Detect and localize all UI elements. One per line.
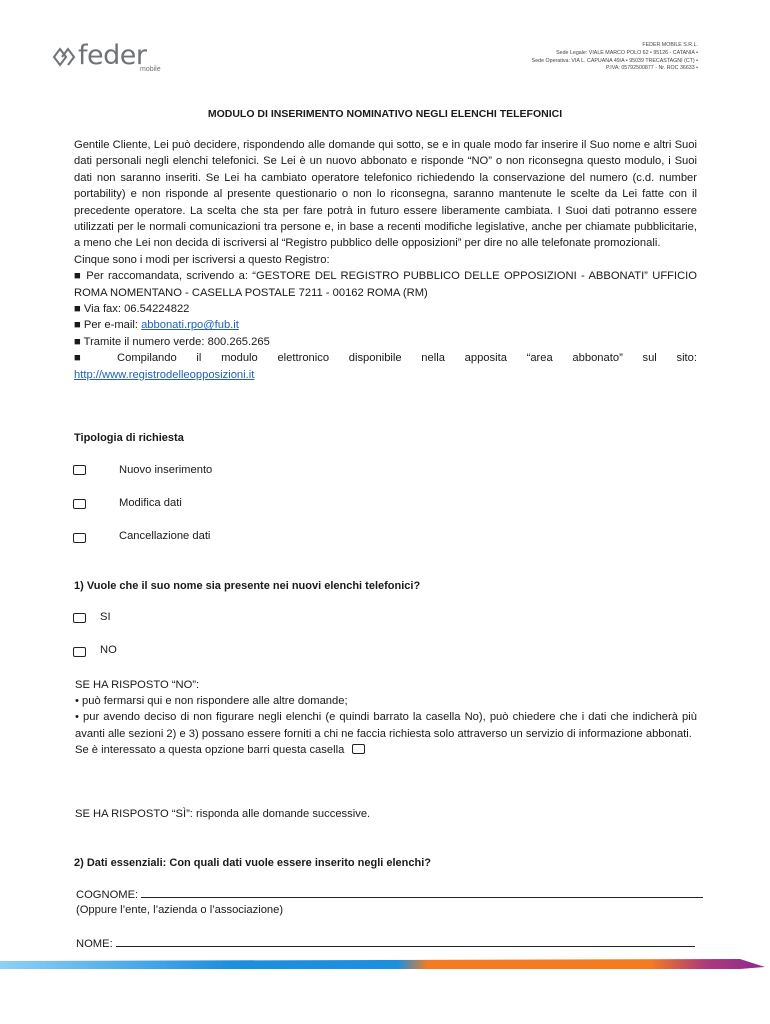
feder-logo xyxy=(52,40,172,76)
form-title: MODULO DI INSERIMENTO NOMINATIVO NEGLI ELENCHI TELEFONICI xyxy=(207,108,563,120)
checkbox-modify-data[interactable] xyxy=(73,499,86,509)
option-delete-data-label: Cancellazione dati xyxy=(119,530,211,542)
company-name: FEDER MOBILE S.R.L. xyxy=(642,42,698,48)
company-legal-address: Sede Legale: VIALE MARCO POLO 62 • 95126 - CATANIA • xyxy=(556,49,698,56)
footer-color-band xyxy=(0,957,770,971)
no-answer-title: SE HA RISPOSTO “NO”: xyxy=(75,679,200,691)
checkbox-directory-service[interactable] xyxy=(352,744,365,754)
checkbox-new-entry[interactable] xyxy=(73,465,86,475)
mode-email xyxy=(74,317,697,333)
company-info xyxy=(532,42,698,73)
surname-note: (Oppure l’ente, l’azienda o l’associazione) xyxy=(76,904,284,916)
no-answer-bullet-2: • pur avendo deciso di non figurare negli elenchi (e quindi barrato la casella No), può chiedere che i dati che indicherà più avanti alle sezioni 2) e 3) possano essere forniti a chi ne faccia richiesta solo attraverso un servizio di informazione abbonati. xyxy=(75,711,697,740)
intro-paragraph: Gentile Cliente, Lei può decidere, rispondendo alle domande qui sotto, se e in quale modo far inserire il Suo nome e altri Suoi dati personali negli elenchi telefonici. Se Lei è un nuovo abbonato e risponde “NO” o non riconsegna questo modulo, i Suoi dati non saranno inseriti. Se Lei ha cambiato operatore telefonico richiedendo la conservazione del numero (c.d. number portability) e non risponde al presente questionario o non lo riconsegna, saranno mantenute le scelte da Lei fatte con il precedente operatore. La scelta che sta per fare potrà in futuro essere liberamente cambiata. I Suoi dati potranno essere utilizzati per le normali comunicazioni tra persone e, in base a recenti modifiche legislative, anche per chiamate pubblicitarie, a meno che Lei non decida di iscriversi al “Registro pubblico delle opposizioni” per dire no alle telefonate promozionali. xyxy=(74,139,697,250)
no-answer-block xyxy=(75,677,697,758)
no-label: NO xyxy=(100,644,117,656)
modes-intro: Cinque sono i modi per iscriversi a questo Registro: xyxy=(74,253,330,266)
logo-text: feder xyxy=(78,40,147,71)
request-type-heading: Tipologia di richiesta xyxy=(74,432,184,444)
name-field xyxy=(76,937,695,950)
registry-link[interactable]: http://www.registrodelleopposizioni.it xyxy=(74,368,255,381)
yes-label: SI xyxy=(100,611,111,623)
mode-email-prefix: ■ Per e-mail: xyxy=(74,319,142,332)
option-new-entry-label: Nuovo inserimento xyxy=(119,464,213,476)
company-operative-address: Sede Operativa: VIA L. CAPUANA 49/A • 95039 TRECASTAGNI (CT) • xyxy=(531,57,698,64)
name-input-line[interactable] xyxy=(116,937,695,947)
mode-online-link-row xyxy=(74,367,697,383)
checkbox-no[interactable] xyxy=(73,647,86,657)
option-modify-data-label: Modifica dati xyxy=(119,497,182,509)
no-answer-option-label: Se è interessato a questa opzione barri questa casella xyxy=(75,743,345,756)
surname-field xyxy=(76,888,703,901)
name-label: NOME: xyxy=(76,938,113,950)
mode-phone: ■ Tramite il numero verde: 800.265.265 xyxy=(74,335,270,348)
surname-input-line[interactable] xyxy=(141,888,703,898)
mode-online: ■ Compilando il modulo elettronico disponibile nella apposita “area abbonato” sul sito: xyxy=(74,352,697,365)
checkbox-delete-data[interactable] xyxy=(73,533,86,543)
mode-mail: ■ Per raccomandata, scrivendo a: “GESTORE DEL REGISTRO PUBBLICO DELLE OPPOSIZIONI - ABBONATI” UFFICIO ROMA NOMENTANO - CASELLA POSTALE 7211 - 00162 ROMA (RM) xyxy=(74,270,697,299)
yes-answer-note: SE HA RISPOSTO “SÌ”: risponda alle domande successive. xyxy=(75,808,371,820)
intro-section xyxy=(74,137,697,383)
q2-heading: 2) Dati essenziali: Con quali dati vuole essere inserito negli elenchi? xyxy=(74,857,431,869)
no-answer-bullet-1: • può fermarsi qui e non rispondere alle altre domande; xyxy=(75,695,348,708)
no-answer-option xyxy=(75,742,697,758)
logo-subtext: mobile xyxy=(140,66,161,73)
mode-fax: ■ Via fax: 06.54224822 xyxy=(74,303,190,316)
q1-heading: 1) Vuole che il suo nome sia presente nei nuovi elenchi telefonici? xyxy=(74,580,421,592)
logo-mark-icon xyxy=(52,46,78,68)
checkbox-yes[interactable] xyxy=(73,613,86,623)
email-link[interactable]: abbonati.rpo@fub.it xyxy=(141,319,239,332)
company-vat: P.IVA: 05792500877 - Nr. ROC 36633 • xyxy=(605,65,698,72)
surname-label: COGNOME: xyxy=(76,889,139,901)
